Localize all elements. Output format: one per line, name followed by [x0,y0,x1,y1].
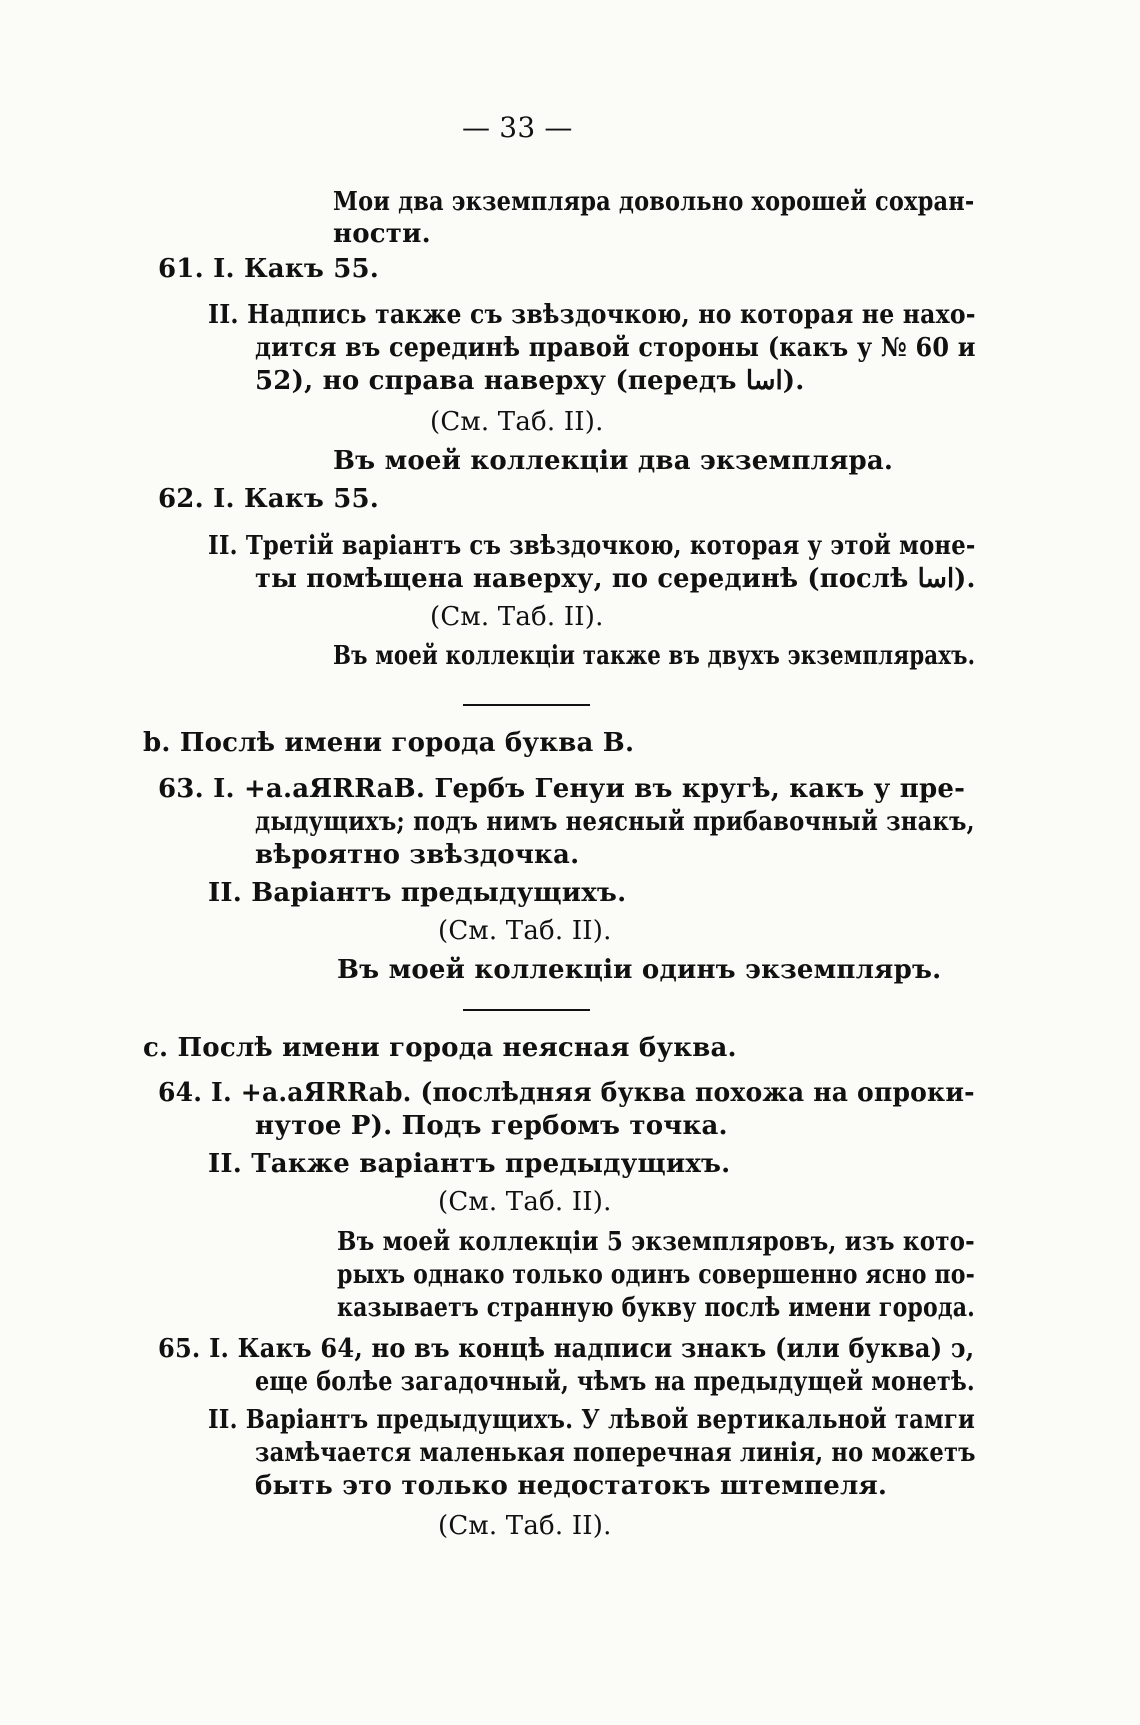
text-line: ности. [333,219,431,249]
plate-reference: (См. Таб. II). [430,602,604,632]
section-divider [463,1009,590,1011]
text-line: нутое P). Подъ гербомъ точка. [255,1111,728,1141]
text-line: II. Варіантъ предыдущихъ. [208,878,627,908]
text-line: Въ моей коллекціи также въ двухъ экземплярахъ. [333,641,976,671]
section-divider [463,704,590,706]
text-line: еще болѣе загадочный, чѣмъ на предыдущей монетѣ. [255,1367,975,1397]
text-line: Мои два экземпляра довольно хорошей сохран- [333,187,975,217]
entry-65-line: 65. I. Какъ 64, но въ концѣ надписи знакъ (или буква) ↄ, [158,1334,975,1364]
text-line: быть это только недостатокъ штемпеля. [255,1471,888,1501]
entry-62-heading: 62. I. Какъ 55. [158,484,380,514]
page-number: — 33 — [462,111,573,144]
text-line: Въ моей коллекціи одинъ экземпляръ. [337,955,942,985]
text-line: II. Третій варіантъ съ звѣздочкою, которая у этой моне- [208,531,976,561]
text-line: Въ моей коллекціи 5 экземпляровъ, изъ кото- [337,1227,975,1257]
text-line: вѣроятно звѣздочка. [255,840,580,870]
section-b-heading: b. Послѣ имени города буква B. [143,728,635,758]
text-line: Въ моей коллекціи два экземпляра. [333,446,894,476]
section-c-heading: c. Послѣ имени города неясная буква. [143,1033,737,1063]
text-line: замѣчается маленькая поперечная линія, но можетъ [255,1438,976,1468]
plate-reference: (См. Таб. II). [430,407,604,437]
text-line: казываетъ странную букву послѣ имени города. [337,1293,975,1323]
plate-reference: (См. Таб. II). [438,1511,612,1541]
text-line: дится въ серединѣ правой стороны (какъ у № 60 и [255,333,976,363]
entry-63-line: 63. I. +a.aЯRRaB. Гербъ Генуи въ кругѣ, какъ у пре- [158,774,966,804]
entry-61-heading: 61. I. Какъ 55. [158,254,380,284]
plate-reference: (См. Таб. II). [438,1187,612,1217]
plate-reference: (См. Таб. II). [438,916,612,946]
text-line: II. Надпись также съ звѣздочкою, но которая не нахо- [208,300,976,330]
text-line: ты помѣщена наверху, по серединѣ (послѣ اسا). [255,564,976,594]
text-line: рыхъ однако только одинъ совершенно ясно по- [337,1260,976,1290]
text-line: 52), но справа наверху (передъ اسا). [255,366,805,396]
text-line: II. Также варіантъ предыдущихъ. [208,1149,731,1179]
text-line: дыдущихъ; подъ нимъ неясный прибавочный знакъ, [255,807,975,837]
entry-64-line: 64. I. +a.aЯRRab. (послѣдняя буква похожа на опроки- [158,1078,975,1108]
text-line: II. Варіантъ предыдущихъ. У лѣвой вертикальной тамги [208,1405,975,1435]
